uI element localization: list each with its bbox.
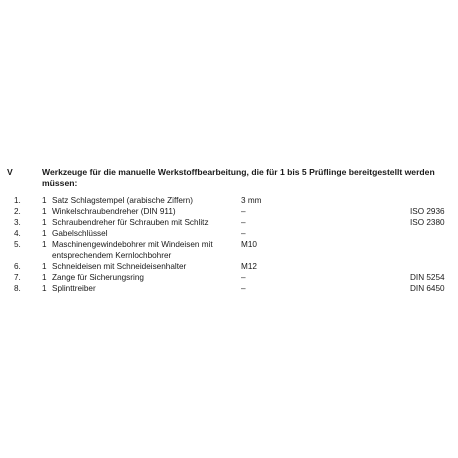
list-item: [0, 228, 458, 239]
item-number: 6.: [14, 262, 21, 271]
item-quantity: 1: [42, 229, 47, 238]
item-description: Splinttreiber: [52, 284, 96, 293]
item-spec: –: [241, 273, 246, 282]
tool-list: [0, 195, 458, 294]
list-item: [0, 217, 458, 228]
item-quantity: 1: [42, 218, 47, 227]
item-quantity: 1: [42, 273, 47, 282]
item-number: 3.: [14, 218, 21, 227]
list-item: [0, 239, 458, 261]
item-number: 5.: [14, 240, 21, 249]
item-number: 8.: [14, 284, 21, 293]
item-spec: –: [241, 207, 246, 216]
item-description: Zange für Sicherungsring: [52, 273, 144, 282]
list-item: [0, 206, 458, 217]
item-spec: M10: [241, 240, 257, 249]
item-standard: ISO 2380: [410, 218, 445, 227]
item-spec: –: [241, 284, 246, 293]
item-description: Schraubendreher für Schrauben mit Schlitz: [52, 218, 209, 227]
item-quantity: 1: [42, 240, 47, 249]
item-description: Maschinengewindebohrer mit Windeisen mit entsprechendem Kernlochbohrer: [52, 240, 213, 260]
item-quantity: 1: [42, 262, 47, 271]
item-description: Gabelschlüssel: [52, 229, 108, 238]
item-spec: M12: [241, 262, 257, 271]
item-standard: DIN 5254: [410, 273, 445, 282]
item-spec: –: [241, 218, 246, 227]
item-quantity: 1: [42, 207, 47, 216]
item-description: Satz Schlagstempel (arabische Ziffern): [52, 196, 193, 205]
item-number: 4.: [14, 229, 21, 238]
item-quantity: 1: [42, 196, 47, 205]
item-standard: ISO 2936: [410, 207, 445, 216]
item-description: Winkelschraubendreher (DIN 911): [52, 207, 176, 216]
list-item: [0, 272, 458, 283]
item-number: 7.: [14, 273, 21, 282]
section-marker: V: [7, 167, 13, 177]
section-heading: Werkzeuge für die manuelle Werkstoffbearbeitung, die für 1 bis 5 Prüflinge bereitgestellt werden müssen:: [42, 167, 435, 188]
item-spec: 3 mm: [241, 196, 262, 205]
item-description: Schneideisen mit Schneideisenhalter: [52, 262, 187, 271]
item-number: 2.: [14, 207, 21, 216]
list-item: [0, 283, 458, 294]
item-number: 1.: [14, 196, 21, 205]
item-spec: –: [241, 229, 246, 238]
list-item: [0, 195, 458, 206]
list-item: [0, 261, 458, 272]
item-standard: DIN 6450: [410, 284, 445, 293]
item-quantity: 1: [42, 284, 47, 293]
